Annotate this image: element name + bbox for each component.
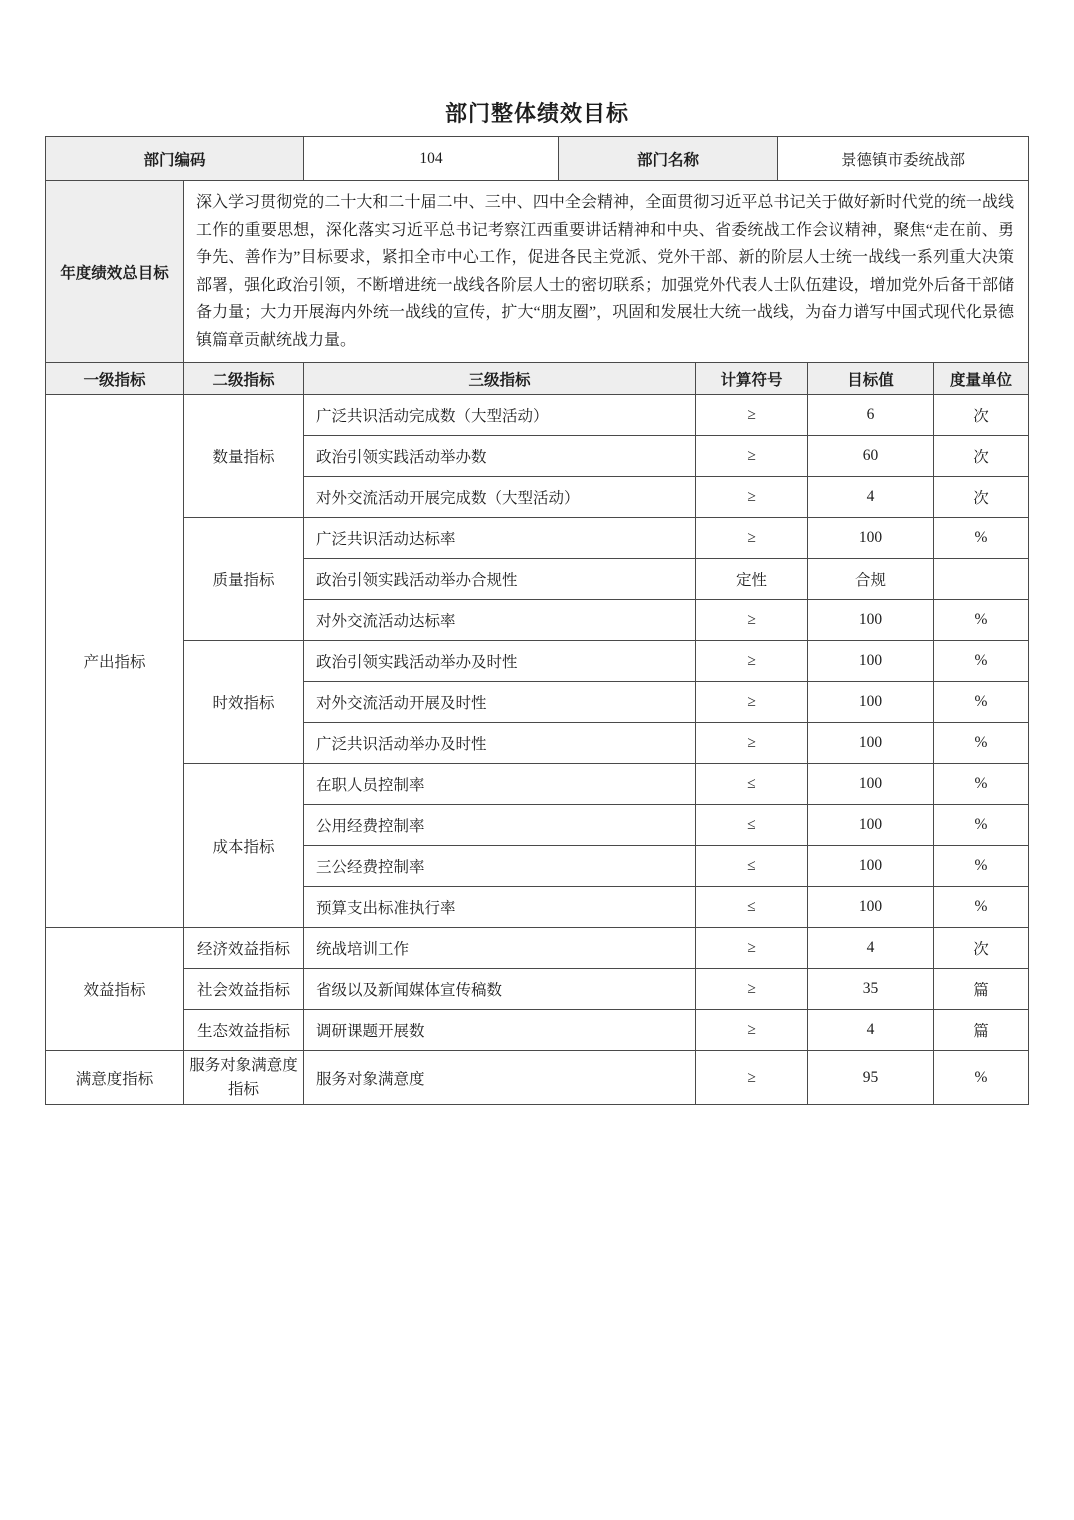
header-level3: 三级指标 <box>304 363 696 395</box>
indicator-target: 100 <box>808 764 934 805</box>
indicator-symbol: 定性 <box>696 559 808 600</box>
indicator-target: 4 <box>808 477 934 518</box>
indicator-unit: 篇 <box>934 969 1029 1010</box>
level2-ecological: 生态效益指标 <box>184 1010 304 1051</box>
department-info-table <box>45 136 1029 181</box>
indicator-target: 4 <box>808 1010 934 1051</box>
indicator-name: 省级以及新闻媒体宣传稿数 <box>304 969 696 1010</box>
level2-quantity: 数量指标 <box>184 395 304 518</box>
level2-social: 社会效益指标 <box>184 969 304 1010</box>
level1-satisfaction: 满意度指标 <box>46 1051 184 1105</box>
level2-service: 服务对象满意度指标 <box>184 1051 304 1105</box>
indicator-name: 广泛共识活动达标率 <box>304 518 696 559</box>
indicator-target: 60 <box>808 436 934 477</box>
indicator-unit: % <box>934 641 1029 682</box>
indicator-unit: % <box>934 764 1029 805</box>
indicator-unit: % <box>934 600 1029 641</box>
indicator-target: 100 <box>808 682 934 723</box>
indicator-target: 4 <box>808 928 934 969</box>
indicator-symbol: ≤ <box>696 764 808 805</box>
indicator-row <box>46 641 1029 682</box>
indicator-row <box>46 928 1029 969</box>
indicator-row <box>46 764 1029 805</box>
indicator-target: 35 <box>808 969 934 1010</box>
indicator-symbol: ≥ <box>696 1051 808 1105</box>
indicator-name: 对外交流活动开展及时性 <box>304 682 696 723</box>
indicator-target: 100 <box>808 600 934 641</box>
department-info-row <box>46 137 1029 181</box>
indicator-symbol: ≥ <box>696 641 808 682</box>
indicator-symbol: ≥ <box>696 1010 808 1051</box>
indicator-unit: 篇 <box>934 1010 1029 1051</box>
performance-table <box>45 136 1028 1105</box>
indicator-name: 政治引领实践活动举办及时性 <box>304 641 696 682</box>
indicator-symbol: ≥ <box>696 436 808 477</box>
indicator-target: 合规 <box>808 559 934 600</box>
indicator-symbol: ≥ <box>696 682 808 723</box>
level1-benefit: 效益指标 <box>46 928 184 1051</box>
indicator-symbol: ≥ <box>696 600 808 641</box>
indicator-target: 100 <box>808 805 934 846</box>
annual-goal-table <box>45 180 1029 363</box>
indicator-unit: % <box>934 682 1029 723</box>
indicator-target: 95 <box>808 1051 934 1105</box>
indicator-symbol: ≤ <box>696 887 808 928</box>
indicator-name: 调研课题开展数 <box>304 1010 696 1051</box>
indicator-symbol: ≥ <box>696 723 808 764</box>
indicator-unit <box>934 559 1029 600</box>
indicator-unit: % <box>934 723 1029 764</box>
indicator-row <box>46 395 1029 436</box>
level2-timeliness: 时效指标 <box>184 641 304 764</box>
level2-quality: 质量指标 <box>184 518 304 641</box>
indicators-table <box>45 362 1029 1105</box>
indicator-name: 对外交流活动开展完成数（大型活动） <box>304 477 696 518</box>
indicator-name: 公用经费控制率 <box>304 805 696 846</box>
indicator-unit: % <box>934 805 1029 846</box>
indicator-symbol: ≥ <box>696 518 808 559</box>
indicator-target: 100 <box>808 846 934 887</box>
indicator-name: 预算支出标准执行率 <box>304 887 696 928</box>
indicator-unit: 次 <box>934 395 1029 436</box>
indicator-name: 三公经费控制率 <box>304 846 696 887</box>
indicator-unit: 次 <box>934 928 1029 969</box>
annual-goal-text: 深入学习贯彻党的二十大和二十届二中、三中、四中全会精神，全面贯彻习近平总书记关于做好新时代党的统一战线工作的重要思想，深化落实习近平总书记考察江西重要讲话精神和中央、省委统战工作会议精神，聚焦“走在前、勇争先、善作为”目标要求，紧扣全市中心工作，促进各民主党派、党外干部、新的阶层人士统一战线一系列重大决策部署，强化政治引领，不断增进统一战线各阶层人士的密切联系；加强党外代表人士队伍建设，增加党外后备干部储备力量；大力开展海内外统一战线的宣传，扩大“朋友圈”，巩固和发展壮大统一战线，为奋力谱写中国式现代化景德镇篇章贡献统战力量。 <box>184 181 1029 363</box>
header-target: 目标值 <box>808 363 934 395</box>
indicator-symbol: ≥ <box>696 969 808 1010</box>
indicator-name: 服务对象满意度 <box>304 1051 696 1105</box>
indicator-name: 政治引领实践活动举办数 <box>304 436 696 477</box>
dept-name-label: 部门名称 <box>559 137 778 181</box>
indicator-unit: 次 <box>934 436 1029 477</box>
header-unit: 度量单位 <box>934 363 1029 395</box>
indicator-row <box>46 1051 1029 1105</box>
indicator-unit: 次 <box>934 477 1029 518</box>
level1-output: 产出指标 <box>46 395 184 928</box>
level2-economic: 经济效益指标 <box>184 928 304 969</box>
indicator-target: 100 <box>808 518 934 559</box>
indicator-row <box>46 518 1029 559</box>
indicator-unit: % <box>934 1051 1029 1105</box>
annual-goal-row <box>46 181 1029 363</box>
page-title: 部门整体绩效目标 <box>444 101 629 126</box>
indicator-row <box>46 969 1029 1010</box>
dept-code-label: 部门编码 <box>46 137 304 181</box>
indicator-target: 100 <box>808 723 934 764</box>
header-level2: 二级指标 <box>184 363 304 395</box>
indicator-symbol: ≤ <box>696 846 808 887</box>
annual-goal-label: 年度绩效总目标 <box>46 181 184 363</box>
level2-cost: 成本指标 <box>184 764 304 928</box>
indicator-name: 对外交流活动达标率 <box>304 600 696 641</box>
indicator-symbol: ≤ <box>696 805 808 846</box>
indicator-symbol: ≥ <box>696 395 808 436</box>
indicator-symbol: ≥ <box>696 928 808 969</box>
header-level1: 一级指标 <box>46 363 184 395</box>
indicator-target: 100 <box>808 641 934 682</box>
indicator-name: 统战培训工作 <box>304 928 696 969</box>
indicator-unit: % <box>934 846 1029 887</box>
indicator-unit: % <box>934 518 1029 559</box>
indicator-row <box>46 1010 1029 1051</box>
dept-code-value: 104 <box>304 137 559 181</box>
indicator-name: 广泛共识活动完成数（大型活动） <box>304 395 696 436</box>
dept-name-value: 景德镇市委统战部 <box>778 137 1029 181</box>
indicator-target: 100 <box>808 887 934 928</box>
indicator-name: 广泛共识活动举办及时性 <box>304 723 696 764</box>
header-symbol: 计算符号 <box>696 363 808 395</box>
indicator-name: 在职人员控制率 <box>304 764 696 805</box>
indicator-symbol: ≥ <box>696 477 808 518</box>
indicator-target: 6 <box>808 395 934 436</box>
indicator-unit: % <box>934 887 1029 928</box>
indicators-header-row <box>46 363 1029 395</box>
indicator-name: 政治引领实践活动举办合规性 <box>304 559 696 600</box>
